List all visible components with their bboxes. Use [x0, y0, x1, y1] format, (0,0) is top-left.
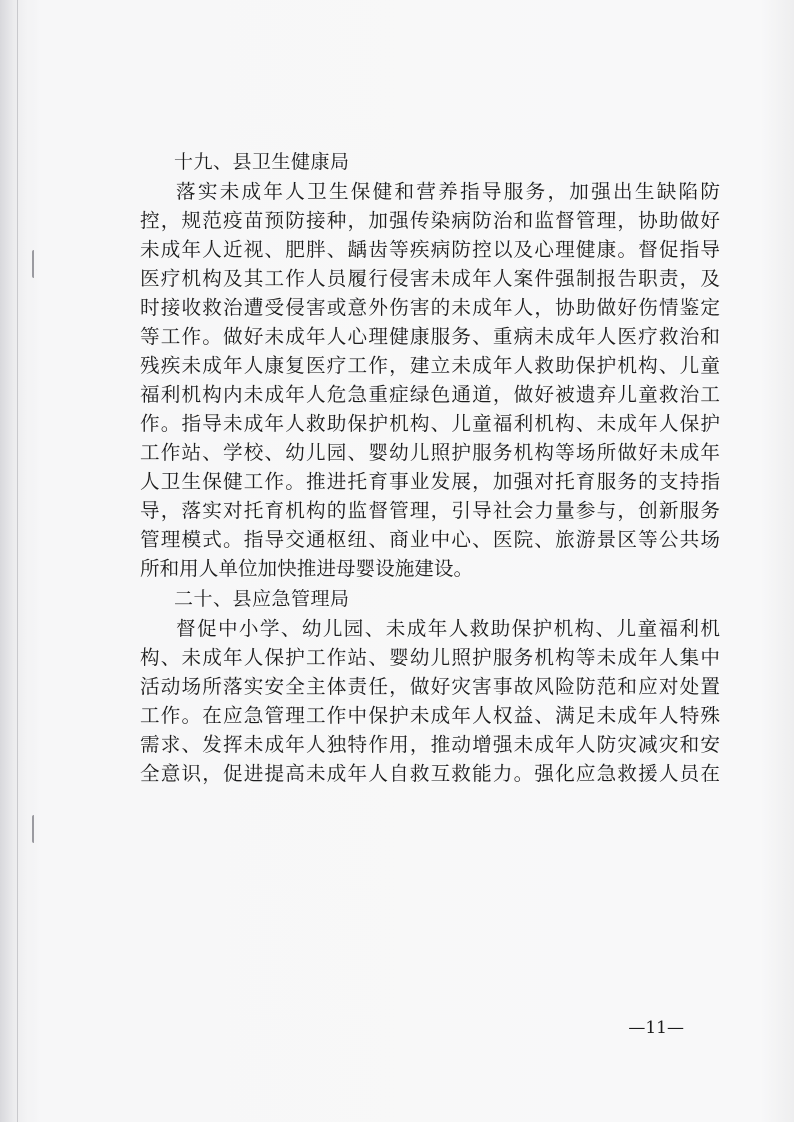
text-line: 人卫生保健工作。推进托育事业发展，加强对托育服务的支持指	[140, 470, 720, 493]
text-line: 作。指导未成年人救助保护机构、儿童福利机构、未成年人保护	[140, 412, 720, 435]
text-line: 工作站、学校、幼儿园、婴幼儿照护服务机构等场所做好未成年	[140, 441, 720, 464]
text-line: 未成年人近视、肥胖、龋齿等疾病防控以及心理健康。督促指导	[140, 238, 720, 261]
document-body	[140, 148, 720, 788]
text-line: 等工作。做好未成年人心理健康服务、重病未成年人医疗救治和	[140, 325, 720, 348]
text-line: 时接收救治遭受侵害或意外伤害的未成年人，协助做好伤情鉴定	[140, 296, 720, 319]
text-line: 医疗机构及其工作人员履行侵害未成年人案件强制报告职责，及	[140, 267, 720, 290]
text-line: 督促中小学、幼儿园、未成年人救助保护机构、儿童福利机	[176, 617, 720, 640]
section-heading: 十九、县卫生健康局	[174, 151, 350, 173]
text-line: 活动场所落实安全主体责任，做好灾害事故风险防范和应对处置	[140, 675, 720, 698]
text-line: 需求、发挥未成年人独特作用，推动增强未成年人防灾减灾和安	[140, 733, 720, 756]
text-line: 残疾未成年人康复医疗工作，建立未成年人救助保护机构、儿童	[140, 354, 720, 377]
staple-mark	[32, 250, 44, 278]
text-line: 管理模式。指导交通枢纽、商业中心、医院、旅游景区等公共场	[140, 528, 720, 551]
text-line: 落实未成年人卫生保健和营养指导服务，加强出生缺陷防	[176, 180, 720, 203]
text-line: 导，落实对托育机构的监督管理，引导社会力量参与，创新服务	[140, 499, 720, 522]
text-line: 福利机构内未成年人危急重症绿色通道，做好被遗弃儿童救治工	[140, 383, 720, 406]
page-number: —11—	[628, 1018, 684, 1038]
fold-line	[17, 0, 18, 1122]
text-line: 控，规范疫苗预防接种，加强传染病防治和监督管理，协助做好	[140, 209, 720, 232]
binding-shadow	[0, 0, 40, 1122]
text-line: 全意识，促进提高未成年人自救互救能力。强化应急救援人员在	[140, 762, 720, 785]
text-line: 所和用人单位加快推进母婴设施建设。	[140, 557, 474, 580]
text-line: 工作。在应急管理工作中保护未成年人权益、满足未成年人特殊	[140, 704, 720, 727]
text-line: 构、未成年人保护工作站、婴幼儿照护服务机构等未成年人集中	[140, 646, 720, 669]
section-heading: 二十、县应急管理局	[174, 588, 350, 610]
staple-mark	[32, 815, 44, 843]
